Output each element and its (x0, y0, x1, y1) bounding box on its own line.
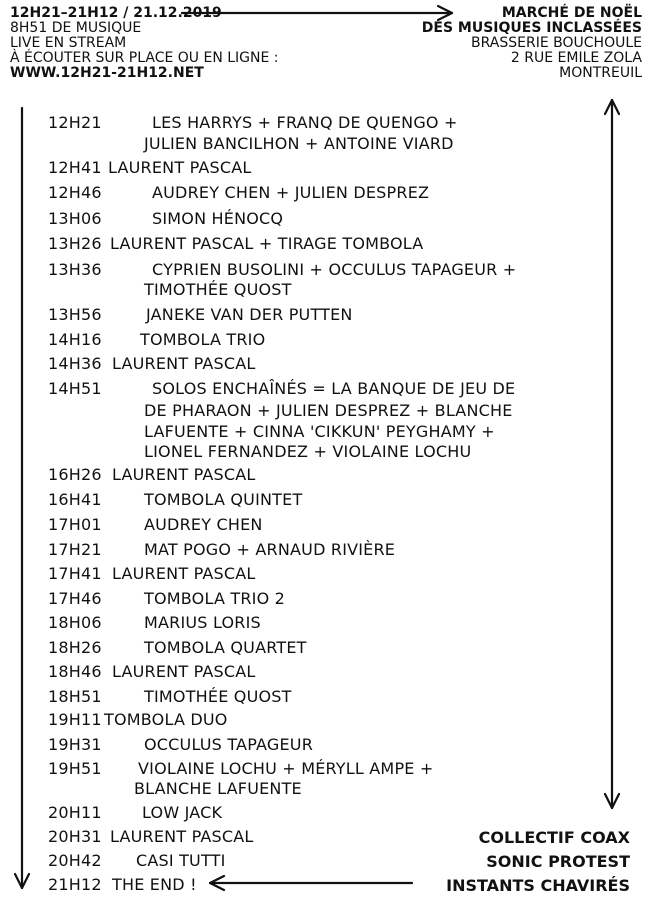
event-name-line1: MARCHÉ DE NOËL (501, 5, 642, 21)
slot-time: 21H12 (48, 875, 102, 894)
slot-performers: CASI TUTTI (136, 851, 226, 870)
slot-time: 12H21 (48, 113, 102, 132)
slot-performers: TOMBOLA QUINTET (144, 490, 303, 509)
slot-time: 17H21 (48, 540, 102, 559)
slot-time: 12H41 (48, 158, 102, 177)
slot-time: 14H16 (48, 330, 102, 349)
slot-time: 20H42 (48, 851, 102, 870)
slot-time: 19H31 (48, 735, 102, 754)
slot-time: 18H46 (48, 662, 102, 681)
slot-performers-cont: DE PHARAON + JULIEN DESPREZ + BLANCHE (144, 401, 513, 420)
slot-time: 14H51 (48, 379, 102, 398)
slot-time: 20H11 (48, 803, 102, 822)
venue-city: MONTREUIL (559, 65, 642, 81)
slot-time: 13H36 (48, 260, 102, 279)
slot-time: 18H26 (48, 638, 102, 657)
event-name-line2: DES MUSIQUES INCLASSÉES (421, 20, 642, 36)
organizer-coax: COLLECTIF COAX (478, 828, 630, 847)
slot-performers: TOMBOLA TRIO 2 (144, 589, 286, 608)
slot-performers: TOMBOLA DUO (104, 710, 228, 729)
slot-performers: JANEKE VAN DER PUTTEN (146, 305, 353, 324)
slot-performers: SIMON HÉNOCQ (152, 209, 284, 228)
slot-time: 17H01 (48, 515, 102, 534)
slot-performers: THE END ! (112, 875, 197, 894)
slot-performers: LAURENT PASCAL (112, 564, 256, 583)
slot-performers: LAURENT PASCAL (112, 662, 256, 681)
slot-performers: LES HARRYS + FRANQ DE QUENGO + (152, 113, 458, 132)
slot-performers: TOMBOLA QUARTET (144, 638, 307, 657)
slot-time: 16H26 (48, 465, 102, 484)
slot-performers-cont: JULIEN BANCILHON + ANTOINE VIARD (144, 134, 454, 153)
venue-name: BRASSERIE BOUCHOULE (471, 35, 642, 51)
slot-performers: LAURENT PASCAL (112, 354, 256, 373)
event-date-range: 12H21–21H12 / 21.12.2019 (10, 5, 222, 21)
slot-performers: LAURENT PASCAL + TIRAGE TOMBOLA (110, 234, 424, 253)
slot-time: 18H51 (48, 687, 102, 706)
slot-performers: LAURENT PASCAL (110, 827, 254, 846)
slot-performers: LAURENT PASCAL (108, 158, 252, 177)
slot-time: 19H51 (48, 759, 102, 778)
slot-performers: AUDREY CHEN + JULIEN DESPREZ (152, 183, 430, 202)
slot-performers: AUDREY CHEN (144, 515, 263, 534)
slot-performers: SOLOS ENCHAÎNÉS = LA BANQUE DE JEU DE (152, 379, 516, 398)
slot-performers: VIOLAINE LOCHU + MÉRYLL AMPE + (138, 759, 434, 778)
slot-performers-cont: LAFUENTE + CINNA 'CIKKUN' PEYGHAMY + (144, 422, 495, 441)
event-website-link[interactable]: WWW.12H21-21H12.NET (10, 65, 204, 81)
slot-time: 19H11 (48, 710, 102, 729)
slot-performers: MAT POGO + ARNAUD RIVIÈRE (144, 540, 396, 559)
organizer-sonic-protest: SONIC PROTEST (486, 852, 630, 871)
slot-performers: LAURENT PASCAL (112, 465, 256, 484)
slot-time: 13H56 (48, 305, 102, 324)
organizers (446, 826, 630, 898)
slot-time: 12H46 (48, 183, 102, 202)
slot-time: 17H41 (48, 564, 102, 583)
slot-performers: LOW JACK (142, 803, 223, 822)
organizer-instants-chavires: INSTANTS CHAVIRÉS (446, 876, 630, 895)
slot-time: 13H06 (48, 209, 102, 228)
slot-time: 20H31 (48, 827, 102, 846)
music-duration: 8H51 DE MUSIQUE (10, 20, 142, 36)
slot-time: 18H06 (48, 613, 102, 632)
slot-performers-cont: BLANCHE LAFUENTE (134, 779, 302, 798)
stream-note: LIVE EN STREAM (10, 35, 127, 51)
slot-time: 16H41 (48, 490, 102, 509)
venue-address: 2 RUE EMILE ZOLA (510, 50, 642, 66)
slot-time: 17H46 (48, 589, 102, 608)
slot-performers: OCCULUS TAPAGEUR (144, 735, 314, 754)
slot-performers: CYPRIEN BUSOLINI + OCCULUS TAPAGEUR + (152, 260, 517, 279)
slot-time: 13H26 (48, 234, 102, 253)
slot-performers: TOMBOLA TRIO (140, 330, 266, 349)
slot-performers-cont: TIMOTHÉE QUOST (144, 280, 292, 299)
slot-performers: TIMOTHÉE QUOST (144, 687, 292, 706)
listen-note: À ÉCOUTER SUR PLACE OU EN LIGNE : (10, 50, 279, 66)
slot-performers: MARIUS LORIS (144, 613, 261, 632)
slot-time: 14H36 (48, 354, 102, 373)
slot-performers-cont: LIONEL FERNANDEZ + VIOLAINE LOCHU (144, 442, 472, 461)
